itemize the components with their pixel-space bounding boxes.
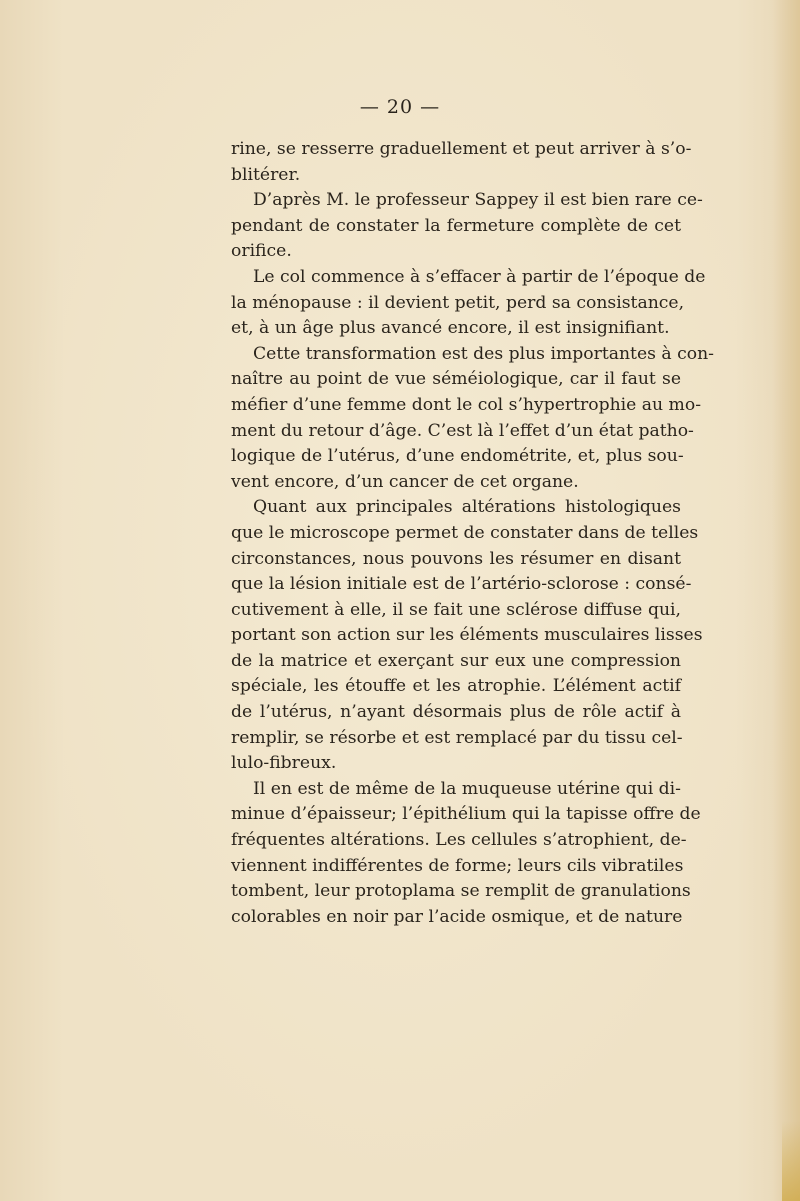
text-line: tombent, leur protoplama se remplit de granulations bbox=[231, 881, 691, 902]
text-line: la ménopause : il devient petit, perd sa consistance, bbox=[231, 292, 685, 313]
text-line: vent encore, d’un cancer de cet organe. bbox=[231, 471, 579, 492]
text-line: portant son action sur les éléments musculaires lisses bbox=[231, 625, 703, 646]
text-line: Il en est de même de la muqueuse utérine qui di- bbox=[253, 778, 681, 799]
text-line: que la lésion initiale est de l’artério-sclorose : consé- bbox=[231, 574, 692, 595]
text-line: blitérer. bbox=[231, 164, 301, 185]
text-line: méfier d’une femme dont le col s’hypertrophie au mo- bbox=[231, 394, 702, 415]
text-line: remplir, se résorbe et est remplacé par du tissu cel- bbox=[231, 727, 683, 748]
text-line: minue d’épaisseur; l’épithélium qui la tapisse offre de bbox=[231, 804, 701, 825]
text-line: Cette transformation est des plus importantes à con- bbox=[253, 343, 714, 364]
text-line: spéciale, les étouffe et les atrophie. L’élément actif bbox=[231, 676, 681, 697]
text-line: fréquentes altérations. Les cellules s’atrophient, de- bbox=[231, 830, 687, 851]
text-line: D’après M. le professeur Sappey il est bien rare ce- bbox=[253, 190, 703, 211]
text-line: naître au point de vue séméiologique, car il faut se bbox=[231, 369, 681, 390]
body-text bbox=[231, 137, 714, 930]
page-number: — 20 — bbox=[359, 96, 441, 118]
text-line: et, à un âge plus avancé encore, il est insignifiant. bbox=[231, 318, 670, 339]
text-line: que le microscope permet de constater dans de telles bbox=[231, 522, 699, 543]
text-line: orifice. bbox=[231, 241, 292, 262]
text-line: colorables en noir par l’acide osmique, et de nature bbox=[231, 906, 683, 927]
text-line: lulo-fibreux. bbox=[231, 753, 337, 774]
text-line: viennent indifférentes de forme; leurs cils vibratiles bbox=[231, 855, 684, 876]
text-line: Quant aux principales altérations histologiques bbox=[253, 497, 681, 518]
page-edge-shadow bbox=[772, 0, 800, 1201]
text-line: de la matrice et exerçant sur eux une compression bbox=[231, 650, 681, 671]
text-line: logique de l’utérus, d’une endométrite, et, plus sou- bbox=[231, 446, 684, 467]
text-line: cutivement à elle, il se fait une sclérose diffuse qui, bbox=[231, 599, 681, 620]
page-corner-stain bbox=[782, 1121, 800, 1201]
text-line: rine, se resserre graduellement et peut arriver à s’o- bbox=[231, 139, 692, 159]
text-line: de l’utérus, n’ayant désormais plus de rôle actif à bbox=[231, 702, 681, 723]
text-line: circonstances, nous pouvons les résumer en disant bbox=[231, 548, 681, 569]
text-line: pendant de constater la fermeture complète de cet bbox=[231, 215, 681, 236]
text-line: ment du retour d’âge. C’est là l’effet d’un état patho- bbox=[231, 420, 694, 441]
text-line: Le col commence à s’effacer à partir de l’époque de bbox=[253, 266, 706, 287]
